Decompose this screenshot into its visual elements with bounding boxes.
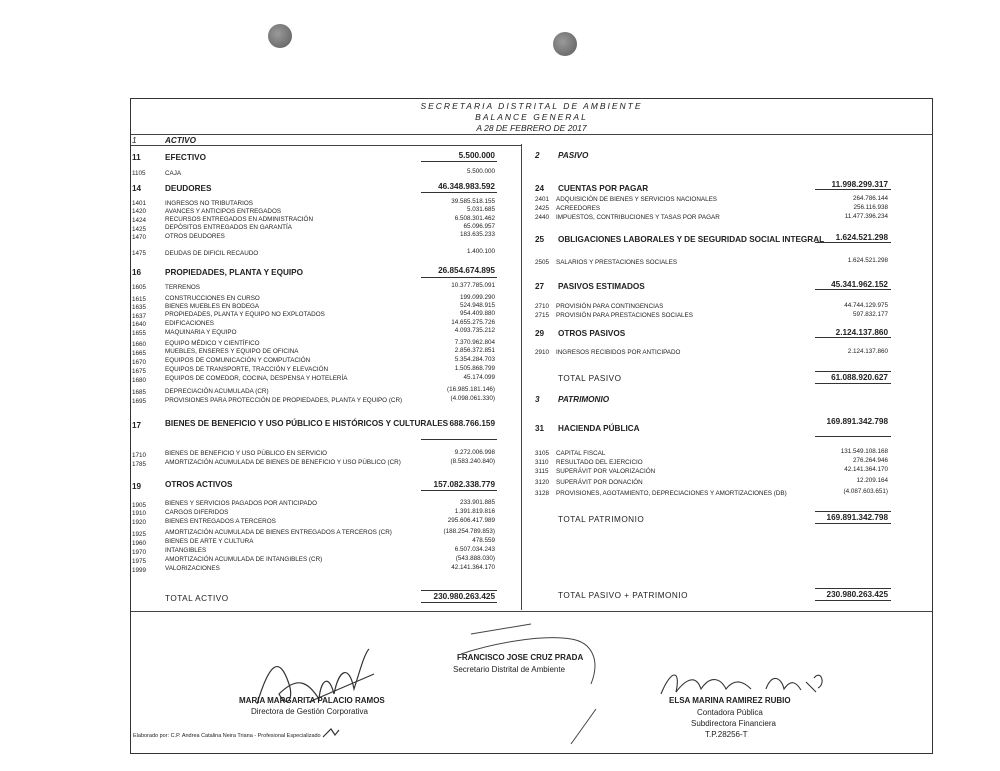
row-value: 65.096.957 [463, 223, 495, 230]
row-label: BIENES Y SERVICIOS PAGADOS POR ANTICIPADO [165, 500, 317, 507]
initials-scribble [321, 727, 341, 739]
row-label: CARGOS DIFERIDOS [165, 509, 229, 516]
signature-scribble-cruz [451, 614, 611, 744]
row-value: 1.391.819.816 [454, 508, 495, 515]
total-patrimonio-underline [815, 523, 891, 524]
row-label: INGRESOS NO TRIBUTARIOS [165, 200, 253, 207]
total-patrimonio-value: 169.891.342.798 [826, 513, 888, 522]
estimados-code: 27 [535, 282, 545, 291]
row-value: (8.583.240.840) [450, 458, 495, 465]
total-pasivo-label: TOTAL PASIVO [558, 374, 622, 383]
row-label: BIENES DE BENEFICIO Y USO PÚBLICO EN SERVICIO [165, 450, 328, 457]
otros-activos-code: 19 [132, 482, 142, 491]
total-activo-value: 230.980.263.425 [433, 592, 495, 601]
laborales-value: 1.624.521.298 [835, 233, 888, 242]
code-3105: 3105 [535, 450, 550, 457]
row-label: AVANCES Y ANTICIPOS ENTREGADOS [165, 208, 282, 215]
caja-value: 5.500.000 [466, 168, 495, 175]
row-label: SALARIOS Y PRESTACIONES SOCIALES [556, 259, 678, 266]
row-value: 954.409.880 [459, 310, 495, 317]
row-value: 256.116.938 [853, 204, 888, 211]
row-label: CAPITAL FISCAL [556, 450, 606, 457]
row-label: AMORTIZACIÓN ACUMULADA DE BIENES ENTREGADOS A TERCEROS (CR) [165, 529, 392, 536]
patrimonio-label: PATRIMONIO [558, 395, 610, 404]
efectivo-underline [421, 161, 497, 162]
total-pasivo-value: 61.088.920.627 [831, 373, 888, 382]
ppe-label: PROPIEDADES, PLANTA Y EQUIPO [165, 268, 303, 277]
row-value: 44.744.129.975 [844, 302, 888, 309]
header-divider [131, 134, 932, 135]
row-value: 7.370.962.804 [454, 339, 495, 346]
row-label: AMORTIZACIÓN ACUMULADA DE INTANGIBLES (CR) [165, 556, 323, 563]
patrimonio-code: 3 [535, 395, 540, 404]
row-label: BIENES MUEBLES EN BODEGA [165, 303, 260, 310]
code-2440: 2440 [535, 214, 550, 221]
total-patrimonio-underline-top [815, 511, 891, 512]
estimados-value: 45.341.962.152 [831, 280, 888, 289]
code-1425: 1425 [132, 226, 147, 233]
row-label: ADQUISICIÓN DE BIENES Y SERVICIOS NACIONALES [556, 196, 717, 203]
cuentas-value: 11.998.299.317 [831, 180, 888, 189]
efectivo-value: 5.500.000 [458, 151, 495, 160]
otros-pasivos-underline [815, 337, 891, 338]
punch-hole-left [268, 24, 292, 48]
code-2401: 2401 [535, 196, 550, 203]
code-1637: 1637 [132, 313, 147, 320]
code-1695: 1695 [132, 398, 147, 405]
activo-divider [131, 145, 521, 146]
row-label: BIENES ENTREGADOS A TERCEROS [165, 518, 276, 525]
row-value: 9.272.006.998 [454, 449, 495, 456]
pasivo-code: 2 [535, 151, 540, 160]
cuentas-label: CUENTAS POR PAGAR [558, 184, 649, 193]
row-value: 1.505.868.799 [454, 365, 495, 372]
code-1925: 1925 [132, 531, 147, 538]
row-label: EQUIPOS DE COMUNICACIÓN Y COMPUTACIÓN [165, 357, 311, 364]
code-1670: 1670 [132, 359, 147, 366]
code-1970: 1970 [132, 549, 147, 556]
code-2710: 2710 [535, 303, 550, 310]
row-value: 6.508.301.462 [454, 215, 495, 222]
grand-total-label: TOTAL PASIVO + PATRIMONIO [558, 591, 688, 600]
deudores-label: DEUDORES [165, 184, 212, 193]
bienes-value: 688.766.159 [449, 419, 495, 428]
code-1999: 1999 [132, 567, 147, 574]
laborales-label: OBLIGACIONES LABORALES Y DE SEGURIDAD SOCIAL INTEGRAL [558, 235, 825, 244]
code-3128: 3128 [535, 490, 550, 497]
code-2910: 2910 [535, 349, 550, 356]
signer-2-name: FRANCISCO JOSE CRUZ PRADA [457, 653, 584, 662]
row-label: CONSTRUCCIONES EN CURSO [165, 295, 260, 302]
code-3110: 3110 [535, 459, 549, 466]
total-pasivo-underline-top [815, 371, 891, 372]
row-value: 14.655.275.726 [451, 319, 495, 326]
code-1401: 1401 [132, 200, 147, 207]
row-label: AMORTIZACIÓN ACUMULADA DE BIENES DE BENEFICIO Y USO PÚBLICO (CR) [165, 459, 401, 466]
hacienda-value: 169.891.342.798 [826, 417, 888, 426]
code-1475: 1475 [132, 250, 147, 257]
row-label: SUPERÁVIT POR DONACIÓN [556, 479, 643, 486]
row-value: 524.948.915 [459, 302, 495, 309]
otros-activos-underline [421, 490, 497, 491]
row-value: 5.031.685 [466, 206, 495, 213]
row-value: 597.832.177 [852, 311, 888, 318]
row-label: PROVISIÓN PARA CONTINGENCIAS [556, 303, 664, 310]
code-1420: 1420 [132, 208, 147, 215]
row-value: 1.624.521.298 [847, 257, 888, 264]
row-label: PROVISIONES PARA PROTECCIÓN DE PROPIEDADES, PLANTA Y EQUIPO (CR) [165, 397, 403, 404]
row-label: IMPUESTOS, CONTRIBUCIONES Y TASAS POR PAGAR [556, 214, 720, 221]
otros-pasivos-code: 29 [535, 329, 545, 338]
code-1640: 1640 [132, 321, 147, 328]
entity-title: SECRETARIA DISTRITAL DE AMBIENTE [420, 101, 643, 111]
activo-label: ACTIVO [165, 136, 196, 145]
row-value: 11.477.396.234 [844, 213, 888, 220]
code-1605: 1605 [132, 284, 147, 291]
code-1975: 1975 [132, 558, 147, 565]
signer-3-role-2: Subdirectora Financiera [691, 719, 776, 728]
row-value: 42.141.364.170 [451, 564, 495, 571]
row-value: 295.606.417.989 [447, 517, 495, 524]
row-label: MUEBLES, ENSERES Y EQUIPO DE OFICINA [165, 348, 299, 355]
grand-total-value: 230.980.263.425 [826, 590, 888, 599]
row-label: SUPERÁVIT POR VALORIZACIÓN [556, 468, 656, 475]
deudores-value: 46.348.983.592 [438, 182, 495, 191]
hacienda-label: HACIENDA PÚBLICA [558, 424, 640, 433]
estimados-underline [815, 289, 891, 290]
code-1910: 1910 [132, 510, 147, 517]
ppe-underline [421, 277, 497, 278]
otros-pasivos-value: 2.124.137.860 [835, 328, 888, 337]
row-label: EQUIPO MÉDICO Y CIENTÍFICO [165, 340, 260, 347]
code-1675: 1675 [132, 368, 147, 375]
signer-3-role-1: Contadora Pública [697, 708, 763, 717]
row-label: DEUDAS DE DIFICIL RECAUDO [165, 250, 259, 257]
code-1920: 1920 [132, 519, 147, 526]
code-1680: 1680 [132, 377, 147, 384]
code-1635: 1635 [132, 304, 147, 311]
laborales-code: 25 [535, 235, 545, 244]
total-patrimonio-label: TOTAL PATRIMONIO [558, 515, 645, 524]
code-2505: 2505 [535, 259, 550, 266]
row-value: (4.098.061.330) [450, 395, 495, 402]
report-date: A 28 DE FEBRERO DE 2017 [476, 123, 587, 133]
row-value: 131.549.108.168 [840, 448, 888, 455]
laborales-underline [815, 242, 891, 243]
row-label: EQUIPOS DE COMEDOR, COCINA, DESPENSA Y HOTELERÍA [165, 375, 348, 382]
row-label: RESULTADO DEL EJERCICIO [556, 459, 643, 466]
row-value: 4.093.735.212 [454, 327, 495, 334]
code-3120: 3120 [535, 479, 550, 486]
signer-1-role: Directora de Gestión Corporativa [251, 707, 368, 716]
efectivo-label: EFECTIVO [165, 153, 206, 162]
code-1105: 1105 [132, 170, 146, 177]
cuentas-code: 24 [535, 184, 545, 193]
row-label: DEPÓSITOS ENTREGADOS EN GARANTÍA [165, 224, 292, 231]
signer-3-role-3: T.P.28256-T [705, 730, 748, 739]
row-value: 233.901.885 [459, 499, 495, 506]
row-value: (4.087.603.651) [843, 488, 888, 495]
row-value: 199.099.290 [459, 294, 495, 301]
row-value: 45.174.099 [463, 374, 495, 381]
code-1655: 1655 [132, 330, 147, 337]
row-label: EDIFICACIONES [165, 320, 214, 327]
code-1615: 1615 [132, 296, 147, 303]
code-1470: 1470 [132, 234, 147, 241]
activo-code: 1 [132, 136, 137, 145]
grand-total-underline [815, 600, 891, 601]
deudores-underline [421, 192, 497, 193]
row-value: (543.888.030) [455, 555, 495, 562]
grand-total-underline-top [815, 588, 891, 589]
punch-hole-right [553, 32, 577, 56]
hacienda-underline [815, 436, 891, 437]
row-value: (16.985.181.146) [447, 386, 495, 393]
row-label: INGRESOS RECIBIDOS POR ANTICIPADO [556, 349, 681, 356]
row-label: BIENES DE ARTE Y CULTURA [165, 538, 254, 545]
row-label: OTROS DEUDORES [165, 233, 225, 240]
code-1685: 1685 [132, 389, 147, 396]
balance-sheet [130, 98, 933, 754]
row-value: 12.209.164 [856, 477, 888, 484]
row-value: 10.377.785.091 [451, 282, 495, 289]
otros-activos-value: 157.082.338.779 [433, 480, 495, 489]
efectivo-code: 11 [132, 153, 141, 162]
code-1710: 1710 [132, 452, 147, 459]
row-value: 264.786.144 [852, 195, 888, 202]
hacienda-code: 31 [535, 424, 545, 433]
code-2715: 2715 [535, 312, 550, 319]
signer-3-name: ELSA MARINA RAMIREZ RUBIO [669, 696, 791, 705]
bienes-code: 17 [132, 421, 142, 430]
signer-1-name: MARIA MARGARITA PALACIO RAMOS [239, 696, 385, 705]
row-label: RECURSOS ENTREGADOS EN ADMINISTRACIÓN [165, 216, 313, 223]
row-label: ACREEDORES [556, 205, 601, 212]
row-value: 2.856.372.851 [454, 347, 495, 354]
total-activo-underline-top [421, 590, 497, 591]
code-3115: 3115 [535, 468, 549, 475]
report-title: BALANCE GENERAL [475, 112, 588, 122]
code-2425: 2425 [535, 205, 550, 212]
ppe-value: 26.854.674.895 [438, 266, 495, 275]
row-label: PROVISIONES, AGOTAMIENTO, DEPRECIACIONES Y AMORTIZACIONES (DB) [556, 490, 787, 497]
otros-activos-label: OTROS ACTIVOS [165, 480, 233, 489]
cuentas-underline [815, 189, 891, 190]
row-label: VALORIZACIONES [165, 565, 220, 572]
body-divider [131, 611, 932, 612]
row-value: 39.585.518.155 [451, 198, 495, 205]
column-divider [521, 144, 522, 610]
deudores-code: 14 [132, 184, 142, 193]
total-activo-underline [421, 602, 497, 603]
code-1424: 1424 [132, 217, 147, 224]
row-label: TERRENOS [165, 284, 200, 291]
row-value: 6.507.034.243 [454, 546, 495, 553]
code-1660: 1660 [132, 341, 147, 348]
bienes-label: BIENES DE BENEFICIO Y USO PÚBLICO E HISTÓRICOS Y CULTURALES [165, 419, 449, 428]
row-value: 1.400.100 [466, 248, 495, 255]
pasivo-label: PASIVO [558, 151, 589, 160]
row-value: 2.124.137.860 [847, 348, 888, 355]
estimados-label: PASIVOS ESTIMADOS [558, 282, 645, 291]
total-pasivo-underline [815, 383, 891, 384]
bienes-underline [421, 439, 497, 440]
code-1785: 1785 [132, 461, 147, 468]
row-label: PROVISIÓN PARA PRESTACIONES SOCIALES [556, 312, 693, 319]
row-label: PROPIEDADES, PLANTA Y EQUIPO NO EXPLOTADOS [165, 311, 325, 318]
row-label: DEPRECIACIÓN ACUMULADA (CR) [165, 388, 269, 395]
code-1960: 1960 [132, 540, 147, 547]
code-1665: 1665 [132, 350, 147, 357]
otros-pasivos-label: OTROS PASIVOS [558, 329, 626, 338]
row-value: 276.264.946 [852, 457, 888, 464]
row-label: MAQUINARIA Y EQUIPO [165, 329, 237, 336]
code-1905: 1905 [132, 502, 147, 509]
prepared-by: Elaborado por: C.P. Andrea Catalina Neira Triana - Profesional Especializado [133, 733, 321, 739]
row-value: 183.635.233 [459, 231, 495, 238]
row-label: EQUIPOS DE TRANSPORTE, TRACCIÓN Y ELEVACIÓN [165, 366, 329, 373]
row-value: 5.354.284.703 [454, 356, 495, 363]
row-value: 42.141.364.170 [844, 466, 888, 473]
ppe-code: 16 [132, 268, 142, 277]
row-label: INTANGIBLES [165, 547, 207, 554]
row-value: 478.559 [472, 537, 495, 544]
total-activo-label: TOTAL ACTIVO [165, 594, 229, 603]
signer-2-role: Secretario Distrital de Ambiente [453, 665, 566, 674]
caja-label: CAJA [165, 170, 182, 177]
row-value: (188.254.789.853) [443, 528, 495, 535]
